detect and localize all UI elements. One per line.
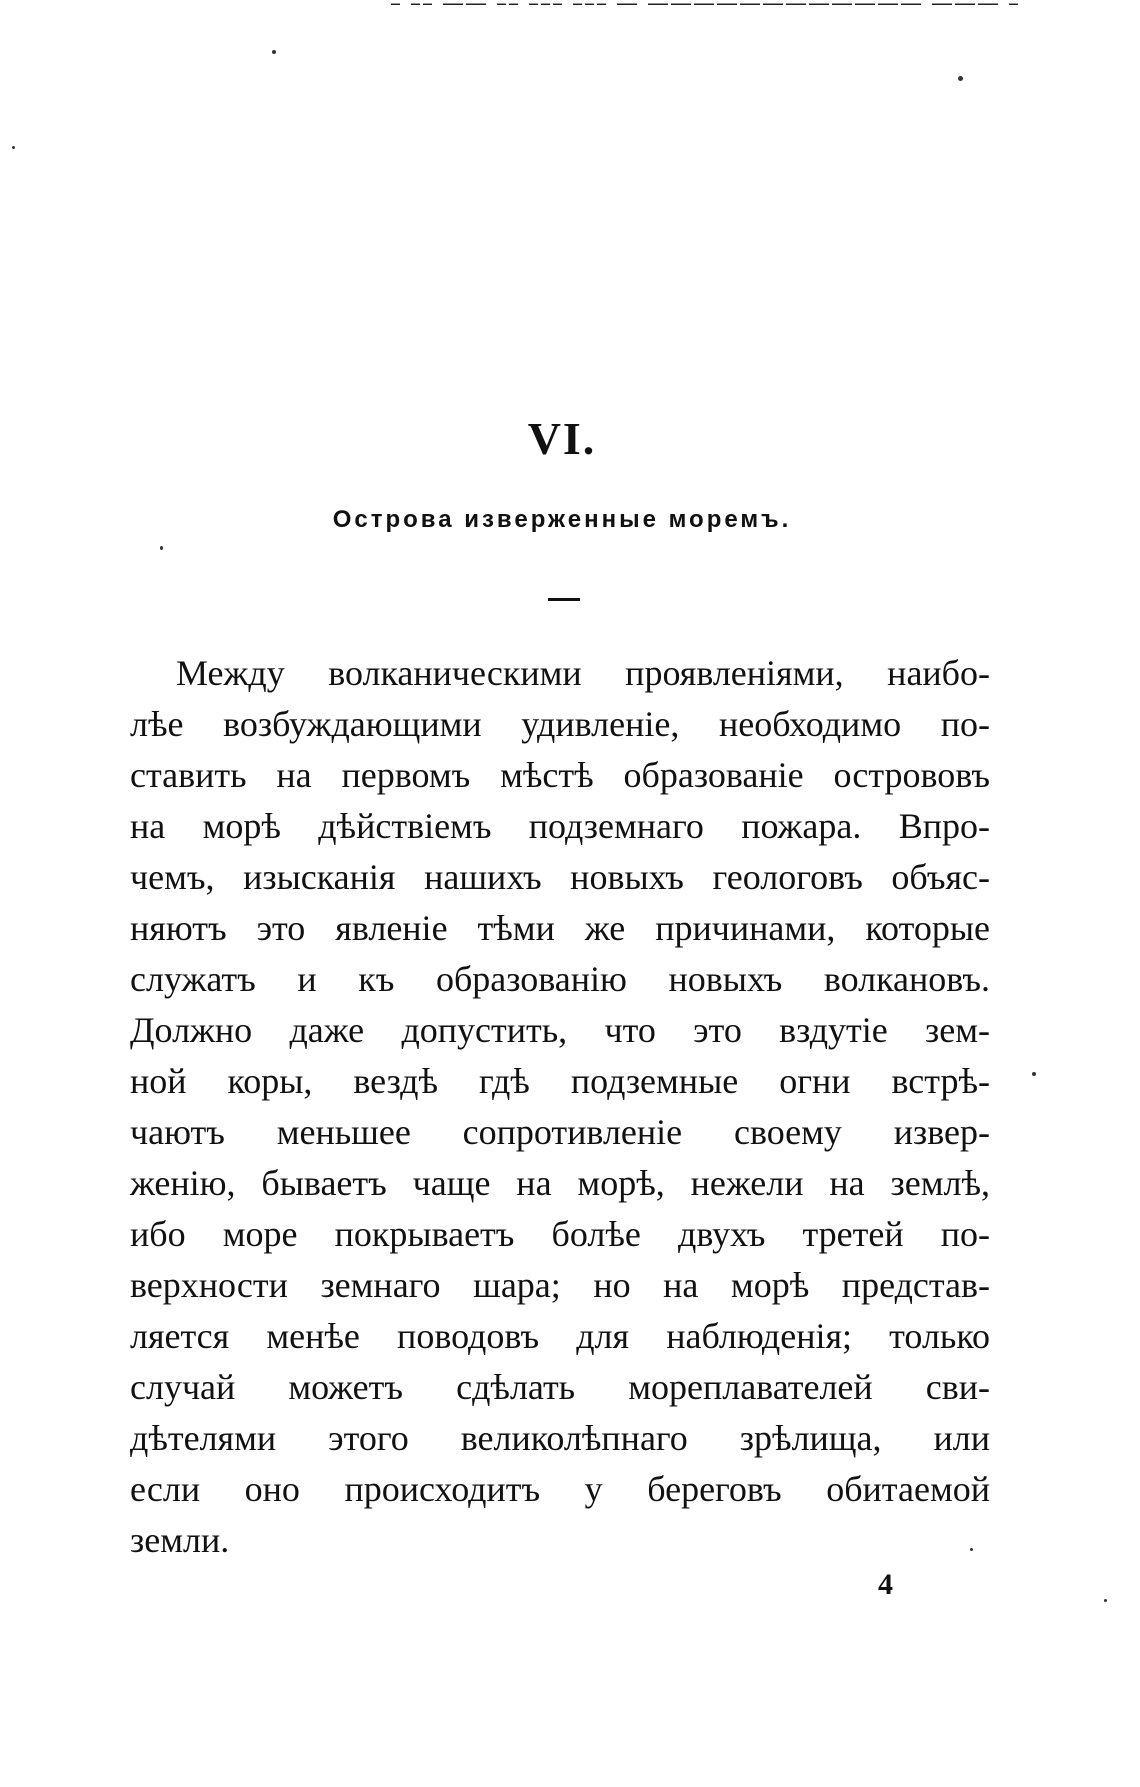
text-line: женію, бываетъ чаще на морѣ, нежели на землѣ,	[130, 1163, 990, 1203]
scan-speck	[958, 76, 963, 81]
chapter-title: Острова изверженные моремъ.	[332, 506, 792, 533]
title-divider	[548, 598, 580, 601]
text-line: служатъ и къ образованію новыхъ волкановъ.	[130, 959, 990, 999]
text-line: чемъ, изысканія нашихъ новыхъ геологовъ объяс-	[130, 857, 990, 897]
text-line: Между волканическими проявленіями, наибо-	[176, 653, 990, 693]
text-line: земли.	[130, 1520, 230, 1560]
text-line: лѣе возбуждающими удивленіе, необходимо по-	[130, 704, 990, 744]
scan-speck	[12, 146, 15, 149]
text-line: если оно происходитъ у береговъ обитаемой	[130, 1469, 990, 1509]
previous-page-bleed: – –– —— –– ––– ––– — ———————————— ——— –	[390, 0, 1020, 16]
text-line: ставить на первомъ мѣстѣ образованіе острововъ	[130, 755, 990, 795]
text-line: чаютъ меньшее сопротивленіе своему извер-	[130, 1112, 990, 1152]
chapter-number: VI.	[527, 413, 597, 464]
text-line: Должно даже допустить, что это вздутіе зем-	[130, 1010, 990, 1050]
text-line: няютъ это явленіе тѣми же причинами, которые	[130, 908, 990, 948]
page-number: 4	[878, 1568, 893, 1601]
scan-speck	[970, 1548, 973, 1551]
text-line: ибо море покрываетъ болѣе двухъ третей по-	[130, 1214, 990, 1254]
body-paragraph	[130, 648, 990, 1566]
scan-speck	[272, 50, 276, 54]
text-line: дѣтелями этого великолѣпнаго зрѣлища, или	[130, 1418, 990, 1458]
scan-speck	[160, 546, 163, 550]
text-line: случай можетъ сдѣлать мореплавателей сви-	[130, 1367, 990, 1407]
text-line: верхности земнаго шара; но на морѣ представ-	[130, 1265, 990, 1305]
text-line: на морѣ дѣйствіемъ подземнаго пожара. Впро-	[130, 806, 990, 846]
scan-speck	[1104, 1599, 1107, 1602]
scan-speck	[1032, 1072, 1036, 1076]
text-line: ной коры, вездѣ гдѣ подземные огни встрѣ-	[130, 1061, 990, 1101]
text-line: ляется менѣе поводовъ для наблюденія; только	[130, 1316, 990, 1356]
